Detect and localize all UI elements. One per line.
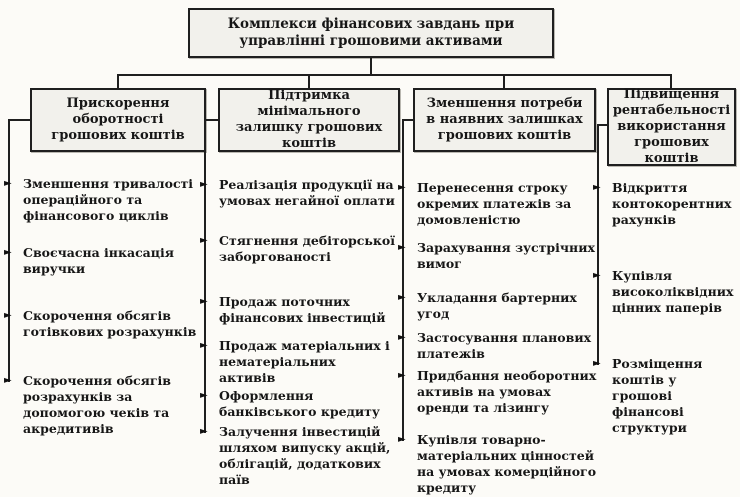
arrow-right-icon: ► — [4, 178, 12, 189]
connector-drop-3 — [503, 74, 505, 88]
leaf-item-4-2 — [593, 268, 738, 316]
arrow-right-icon: ► — [593, 270, 601, 281]
arrow-right-icon: ► — [200, 426, 208, 437]
arrow-right-icon: ► — [4, 375, 12, 386]
arrow-right-icon: ► — [398, 242, 406, 253]
leaf-item-label: Зарахування зустрічних вимог — [417, 240, 595, 271]
leaf-item-2-3 — [200, 294, 399, 326]
leaf-item-label: Своєчасна інкасація виручки — [23, 245, 174, 276]
leaf-item-4-3 — [593, 356, 738, 436]
connector-drop-2 — [308, 74, 310, 88]
arrow-right-icon: ► — [398, 434, 406, 445]
branch-node-3 — [413, 88, 596, 152]
connector-elbow-1 — [8, 119, 30, 121]
leaf-item-4-1 — [593, 180, 738, 228]
leaf-item-3-5 — [398, 368, 605, 416]
connector-rail-top — [117, 74, 672, 76]
leaf-item-2-5 — [200, 388, 393, 420]
leaf-item-2-4 — [200, 338, 393, 386]
arrow-right-icon: ► — [398, 182, 406, 193]
leaf-item-label: Продаж матеріальних і нематеріальних активів — [219, 338, 390, 385]
leaf-item-3-4 — [398, 330, 601, 362]
branch-node-3-label: Зменшення потреби в наявних залишках грошових коштів — [426, 96, 583, 143]
leaf-item-1-1 — [4, 176, 199, 224]
leaf-item-label: Оформлення банківського кредиту — [219, 388, 380, 419]
branch-node-2 — [218, 88, 400, 152]
arrow-right-icon: ► — [200, 390, 208, 401]
arrow-right-icon: ► — [398, 332, 406, 343]
connector-drop-4 — [670, 74, 672, 88]
leaf-item-label: Продаж поточних фінансових інвестицій — [219, 294, 386, 325]
arrow-right-icon: ► — [200, 179, 208, 190]
arrow-right-icon: ► — [200, 340, 208, 351]
leaf-item-3-3 — [398, 290, 601, 322]
leaf-item-1-2 — [4, 245, 199, 277]
root-node-label: Комплекси фінансових завдань при управлінні грошовими активами — [227, 16, 515, 49]
leaf-item-label: Зменшення тривалості операційного та фінансового циклів — [23, 176, 194, 223]
arrow-right-icon: ► — [593, 358, 601, 369]
connector-trunk — [370, 58, 372, 74]
root-node — [188, 8, 554, 58]
leaf-item-label: Купівля товарно-матеріальних цінностей на умовах комерційного кредиту — [417, 432, 597, 495]
leaf-item-3-2 — [398, 240, 601, 272]
branch-node-1-label: Прискорення оборотності грошових коштів — [51, 96, 185, 143]
branch-node-1 — [30, 88, 206, 152]
arrow-right-icon: ► — [200, 296, 208, 307]
leaf-item-label: Придбання необоротних активів на умовах оренди та лізингу — [417, 368, 597, 415]
branch-node-4 — [607, 88, 736, 166]
leaf-item-2-6 — [200, 424, 399, 488]
leaf-item-label: Купівля високоліквідних цінних паперів — [612, 268, 734, 315]
branch-node-2-label: Підтримка мінімального залишку грошових коштів — [235, 88, 383, 151]
leaf-item-label: Залучення інвестицій шляхом випуску акцій, облігацій, додаткових паїв — [219, 424, 391, 487]
leaf-item-3-6 — [398, 432, 611, 496]
arrow-right-icon: ► — [4, 247, 12, 258]
leaf-item-label: Скорочення обсягів готівкових розрахунків — [23, 308, 197, 339]
leaf-item-label: Укладання бартерних угод — [417, 290, 577, 321]
leaf-item-2-1 — [200, 177, 399, 209]
arrow-right-icon: ► — [593, 182, 601, 193]
leaf-item-1-4 — [4, 373, 185, 437]
leaf-item-label: Відкриття контокорентних рахунків — [612, 180, 732, 227]
arrow-right-icon: ► — [200, 235, 208, 246]
leaf-item-label: Розміщення коштів у грошові фінансові структури — [612, 356, 703, 435]
connector-elbow-2 — [204, 119, 218, 121]
branch-node-4-label: Підвищення рентабельності використання грошових коштів — [612, 87, 731, 166]
leaf-item-label: Застосування планових платежів — [417, 330, 592, 361]
connector-drop-1 — [117, 74, 119, 88]
leaf-item-2-2 — [200, 233, 399, 265]
leaf-item-label: Скорочення обсягів розрахунків за допомогою чеків та акредитивів — [23, 373, 171, 436]
leaf-item-3-1 — [398, 180, 601, 228]
leaf-item-label: Перенесення строку окремих платежів за домовленістю — [417, 180, 572, 227]
arrow-right-icon: ► — [398, 370, 406, 381]
arrow-right-icon: ► — [4, 310, 12, 321]
arrow-right-icon: ► — [398, 292, 406, 303]
leaf-item-label: Стягнення дебіторської заборгованості — [219, 233, 395, 264]
leaf-item-1-3 — [4, 308, 199, 340]
leaf-item-label: Реалізація продукції на умовах негайної оплати — [219, 177, 395, 208]
